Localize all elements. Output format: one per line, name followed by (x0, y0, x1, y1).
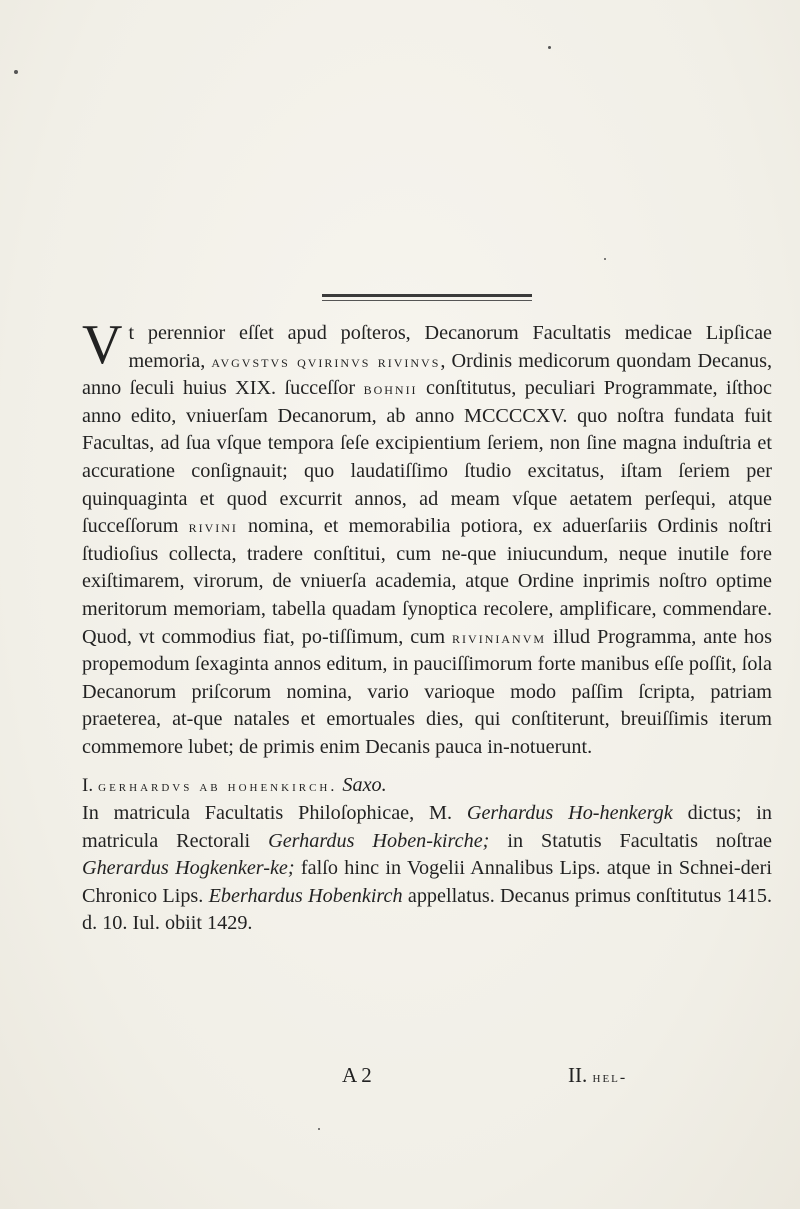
paper-speck (14, 70, 18, 74)
entry-dean-name: gerhardvs ab hohenkirch. (98, 777, 338, 795)
header-rule-thin (322, 300, 532, 301)
intro-segment: conſtitutus, peculiari Programmate, iſthoc anno edito, vniuerſam Decanorum, ab anno MCCCCXV. quo noſtra fundata fuit Facultas, ad ſua vſque tempora ſeſe excipientium ſeriem, non ſine magna induſtria et accuratione conſignauit; quo laudatiſſimo ſtudio excitatus, iſtam ſeriem per quinquaginta et quod excurrit annos, ad meam vſque aetatem perſequi, atque ſucceſſorum (82, 377, 772, 538)
intro-segment: illud Programma, ante hos propemodum ſexaginta annos editum, in pauciſſimorum forte manibus eſſe poſſit, ſola Decanorum priſcorum nomina, vario varioque modo paſſim ſcripta, patriam praeterea, at-que natales et emortuales dies, qui conſtiterunt, breuiſſimis iterum commemore lubet; de primis enim Decanis pauca in-notuerunt. (82, 625, 772, 758)
catchword (568, 1063, 627, 1088)
header-rule-thick (322, 294, 532, 297)
entry-segment: dictus; in matricula Rectorali (82, 802, 772, 852)
entry-italic-name: Gerhardus Hoben-kirche; (268, 829, 490, 852)
catchword-word: hel- (592, 1069, 628, 1086)
intro-paragraph (82, 314, 772, 762)
paper-speck (318, 1128, 320, 1130)
page-footer (0, 1063, 800, 1093)
main-text (82, 314, 772, 938)
entry-italic-name: Gherardus Hogkenker-ke; (82, 857, 295, 880)
name-rivinianum: rivinianvm (452, 627, 547, 647)
entry-italic-name: Gerhardus Ho-henkergk (466, 802, 673, 825)
entry-segment: falſo hinc in Vogelii Annalibus Lips. atque in Schnei-deri Chronico Lips. (82, 857, 772, 907)
intro-segment: nomina, et memorabilia potiora, ex aduerſariis Ordinis noſtri ſtudioſius collecta, tradere conſtitui, cum ne-que iniucundum, neque inutile fore exiſtimarem, virorum, de vniuerſa academia, atque Ordine inprimis noſtro optime meritorum memoriam, tabella quadam ſynoptica recolere, amplificare, commendare. Quod, vt commodius fiat, po-tiſſimum, cum (82, 515, 772, 648)
author-name-rivinus: avgvstvs qvirinvs rivinvs (211, 351, 441, 371)
entry-segment: in Statutis Facultatis noſtrae (489, 829, 772, 852)
entry-number: I. (82, 774, 94, 796)
intro-segment: t perennior eſſet apud poſteros, Decanorum Facultatis medicae Lipſicae memoria, (128, 322, 772, 372)
paper-speck (548, 46, 551, 49)
catchword-number: II. (568, 1063, 588, 1087)
name-rivini: rivini (188, 517, 238, 537)
entry-heading (82, 772, 772, 801)
signature-mark: A 2 (342, 1063, 372, 1087)
drop-cap-letter: V (82, 314, 123, 376)
dean-entry-1 (82, 772, 772, 939)
entry-italic-name: Eberhardus Hobenkirch (208, 884, 403, 907)
paper-speck (604, 258, 606, 260)
name-bohnii: bohnii (363, 379, 418, 399)
intro-segment: , Ordinis medicorum quondam Decanus, anno ſeculi huius XIX. ſucceſſor (82, 349, 772, 400)
entry-segment: In matricula Facultatis Philoſophicae, M. (82, 802, 467, 825)
entry-segment: appellatus. Decanus primus conſtitutus 1415. d. 10. Iul. obiit 1429. (82, 884, 772, 935)
entry-origin: Saxo. (342, 773, 387, 796)
